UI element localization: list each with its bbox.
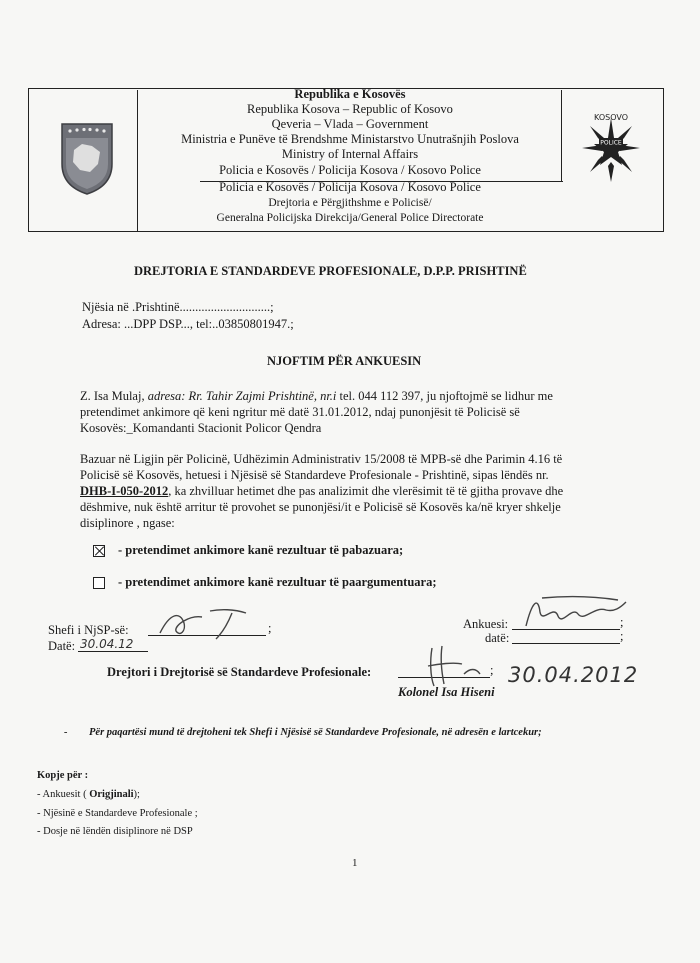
header-police-2: Policia e Kosovës / Policija Kosova / Kosovo Police — [219, 180, 481, 194]
header-government: Qeveria – Vlada – Government — [271, 117, 429, 131]
document-title: DREJTORIA E STANDARDEVE PROFESIONALE, D.P.P. PRISHTINË — [134, 264, 527, 278]
badge-kosovo-lettering: KOSOVO — [594, 113, 628, 122]
notice-title: NJOFTIM PËR ANKUESIN — [267, 354, 422, 368]
complainant-signature-icon — [514, 592, 634, 634]
option-unfounded-label: - pretendimet ankimore kanë rezultuar të pabazuara; — [118, 543, 404, 557]
copy-item-unit: - Njësinë e Standardeve Profesionale ; — [37, 808, 198, 819]
chief-label: Shefi i NjSP-së: — [48, 623, 129, 637]
director-sig-semicolon: ; — [490, 663, 494, 677]
chief-date-value: 30.04.12 — [80, 637, 134, 651]
option-unsubstantiated-checkbox[interactable] — [93, 577, 105, 589]
header-republic-title: Republika e Kosovës — [294, 87, 406, 101]
copy-item-complainant: - Ankuesit ( Origjinali); — [37, 789, 140, 800]
complainant-date-label: datë: — [485, 631, 510, 645]
copy-item-file: - Dosje në lëndën disiplinore në DSP — [37, 826, 193, 837]
badge-police-lettering: POLICE — [600, 139, 622, 147]
option-unfounded-checkbox[interactable] — [93, 545, 105, 557]
header-ministry-en: Ministry of Internal Affairs — [281, 147, 419, 161]
header-police: Policia e Kosovës / Policija Kosova / Kosovo Police — [219, 163, 481, 177]
kosovo-coat-of-arms-icon — [58, 120, 116, 196]
note-dash: - — [64, 727, 68, 738]
complainant-date-semicolon: ; — [620, 629, 624, 643]
header-ministry: Ministria e Punëve të Brendshme Ministarstvo Unutrašnjih Poslova — [181, 132, 519, 146]
header-republic-names: Republika Kosova – Republic of Kosovo — [247, 102, 453, 116]
paragraph-complainant: Z. Isa Mulaj, adresa: Rr. Tahir Zajmi Prishtinë, nr.i tel. 044 112 397, ju njoftojmë se lidhur me pretendimet ankimore që keni ngritur më datë 31.01.2012, ndaj punonjësit të Policisë së Kosovës:_Komandanti Stacionit Policor Qendra — [80, 389, 553, 435]
case-number: DHB-I-050-2012 — [80, 484, 169, 498]
header-directorate: Drejtoria e Përgjithshme e Policisë/ — [268, 197, 432, 209]
clarification-note: Për paqartësi mund të drejtoheni tek Shefi i Njësisë së Standardeve Profesionale, në adresën e lartcekur; — [89, 727, 542, 738]
unit-line: Njësia në .Prishtinë.............................; — [82, 300, 274, 314]
option-unsubstantiated-label: - pretendimet ankimore kanë rezultuar të paargumentuara; — [118, 575, 437, 589]
complainant-label: Ankuesi: — [463, 617, 509, 631]
handwritten-date: 30.04.2012 — [508, 663, 639, 687]
chief-date-label: Datë: — [48, 639, 76, 653]
complainant-date-line — [512, 643, 620, 644]
complainant-sig-semicolon: ; — [620, 615, 624, 629]
header-directorate-2: Generalna Policijska Direkcija/General Police Directorate — [216, 212, 484, 224]
chief-signature-icon — [150, 605, 260, 641]
page-number: 1 — [352, 857, 358, 869]
copies-title: Kopje për : — [37, 770, 89, 781]
chief-sig-semicolon: ; — [268, 621, 272, 635]
director-signature-icon — [418, 640, 488, 690]
paragraph-findings: Bazuar në Ligjin për Policinë, Udhëzimin Administrativ 15/2008 të MPB-së dhe Parimin 4.16 të Policisë së Kosovës, hetuesi i Njësisë së Standardeve Profesionale - Prishtinë, sipas lëndës nr. DHB-I-050-2012, ka zhvilluar hetimet dhe pas analizimit dhe vlerësimit të të gjitha provave dhe dëshmive, nuk është arritur të provohet se punonjësi/it e Policisë së Kosovës ka/në kryer shkelje disiplinore , ngase: — [80, 452, 564, 530]
address-line: Adresa: ...DPP DSP..., tel:..03850801947.; — [82, 317, 294, 331]
kosovo-police-badge-icon — [572, 108, 650, 190]
director-name: Kolonel Isa Hiseni — [398, 685, 495, 699]
director-label: Drejtori i Drejtorisë së Standardeve Profesionale: — [107, 665, 372, 679]
